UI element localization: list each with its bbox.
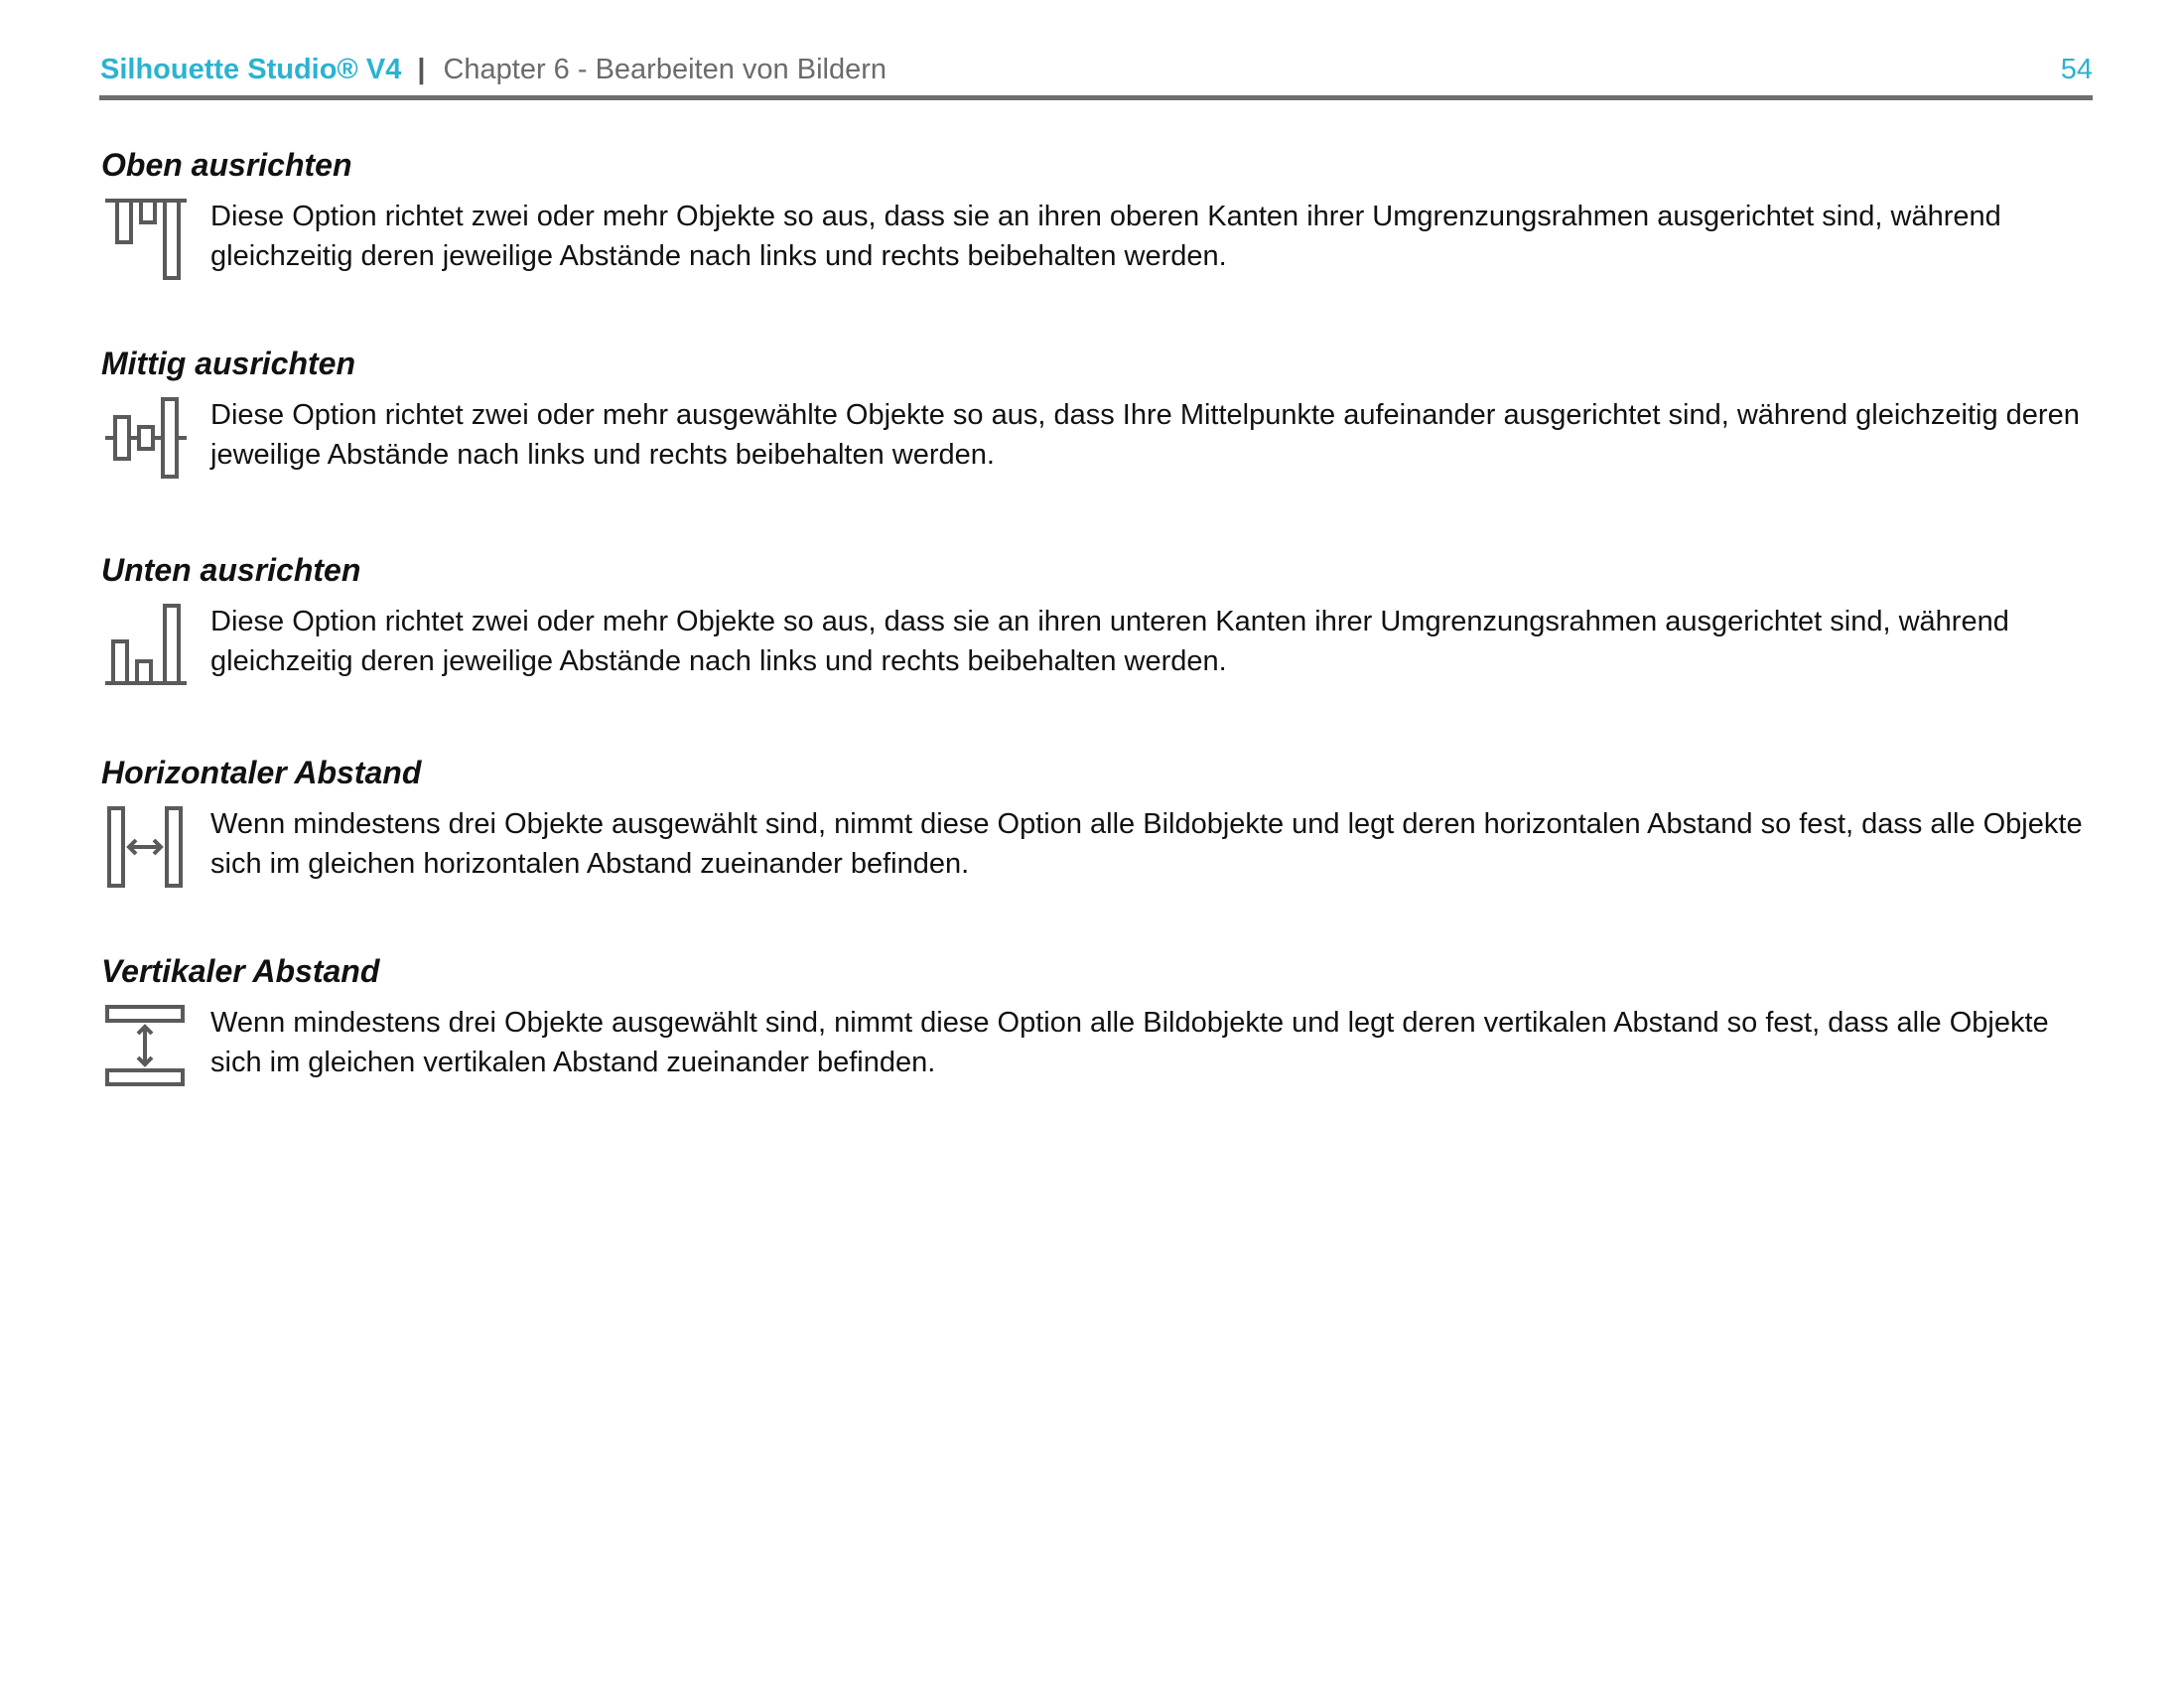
section-title: Unten ausrichten	[101, 552, 361, 588]
section-title: Mittig ausrichten	[101, 346, 356, 381]
horizontal-spacing-icon	[103, 804, 189, 890]
header-rule	[99, 95, 2093, 100]
section-align-middle	[101, 344, 2097, 475]
section-description: Diese Option richtet zwei oder mehr Objekte so aus, dass sie an ihren unteren Kanten ihrer Umgrenzungsrahmen ausgerichtet sind, während gleichzeitig deren jeweilige Abstände nach links und rechts beibehalten werden.	[210, 606, 2009, 677]
section-title: Vertikaler Abstand	[101, 953, 380, 989]
section-description: Wenn mindestens drei Objekte ausgewählt sind, nimmt diese Option alle Bildobjekte und legt deren vertikalen Abstand so fest, dass alle Objekte sich im gleichen vertikalen Abstand zueinander befinden.	[210, 1007, 2049, 1078]
section-align-bottom	[101, 550, 2097, 681]
align-middle-icon	[103, 395, 189, 481]
section-description: Wenn mindestens drei Objekte ausgewählt sind, nimmt diese Option alle Bildobjekte und legt deren horizontalen Abstand so fest, dass alle Objekte sich im gleichen horizontalen Abstand zueinander befinden.	[210, 808, 2083, 880]
align-top-icon	[103, 197, 189, 282]
vertical-spacing-icon	[103, 1003, 189, 1088]
section-title: Horizontaler Abstand	[101, 755, 422, 790]
chapter-title: Chapter 6 - Bearbeiten von Bildern	[443, 54, 887, 85]
section-horizontal-spacing	[101, 753, 2097, 884]
section-align-top	[101, 145, 2097, 276]
align-bottom-icon	[103, 602, 189, 687]
section-description: Diese Option richtet zwei oder mehr ausgewählte Objekte so aus, dass Ihre Mittelpunkte aufeinander ausgerichtet sind, während gleichzeitig deren jeweilige Abstände nach links und rechts beibehalten werden.	[210, 399, 2080, 471]
brand-title: Silhouette Studio® V4	[100, 54, 402, 85]
page-number: 54	[2060, 54, 2093, 85]
page-header	[100, 50, 2093, 89]
header-separator: |	[417, 54, 426, 85]
section-vertical-spacing	[101, 951, 2097, 1082]
section-description: Diese Option richtet zwei oder mehr Objekte so aus, dass sie an ihren oberen Kanten ihrer Umgrenzungsrahmen ausgerichtet sind, während gleichzeitig deren jeweilige Abstände nach links und rechts beibehalten werden.	[210, 201, 2001, 272]
section-title: Oben ausrichten	[101, 147, 352, 183]
